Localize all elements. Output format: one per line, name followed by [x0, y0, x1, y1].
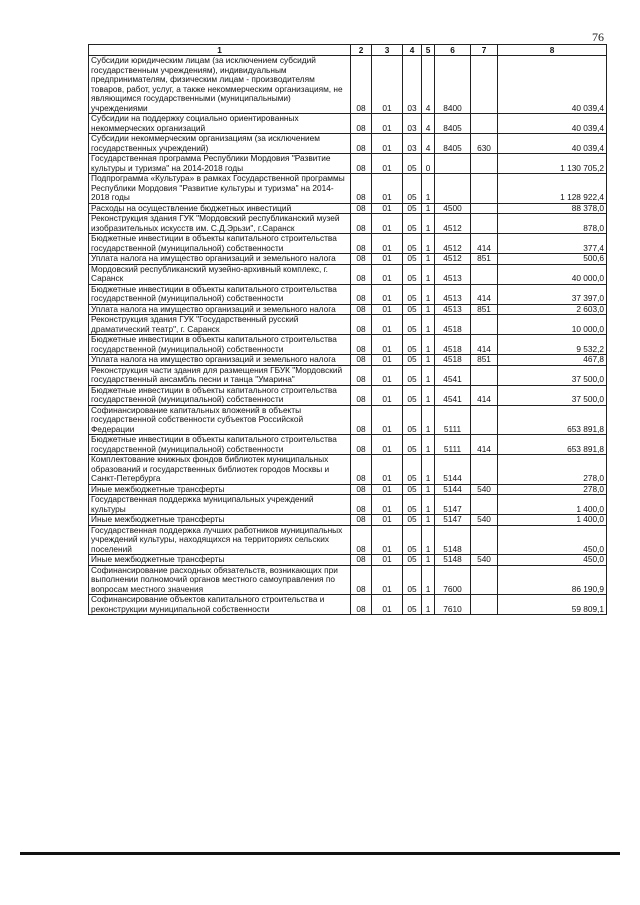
subprogram-code: 4 — [422, 134, 435, 154]
subsection-code: 01 — [372, 365, 403, 385]
section-code: 08 — [351, 203, 372, 214]
table-row — [89, 555, 607, 566]
subsection-code: 01 — [372, 595, 403, 615]
subprogram-code: 1 — [422, 214, 435, 234]
subprogram-code: 1 — [422, 595, 435, 615]
row-name: Субсидии на поддержку социально ориентированных некоммерческих организаций — [89, 114, 351, 134]
program-code: 05 — [403, 154, 422, 174]
subprogram-code: 1 — [422, 174, 435, 204]
row-name: Иные межбюджетные трансферты — [89, 515, 351, 526]
row-name: Расходы на осуществление бюджетных инвестиций — [89, 203, 351, 214]
expense-type-code: 414 — [471, 234, 498, 254]
row-name: Реконструкция здания ГУК "Мордовский республиканский музей изобразительных искусств им. С.Д.Эрьзи", г.Саранск — [89, 214, 351, 234]
expense-type-code — [471, 264, 498, 284]
program-code: 05 — [403, 555, 422, 566]
column-header: 4 — [403, 45, 422, 56]
amount: 1 128 922,4 — [498, 174, 607, 204]
target-code: 4513 — [435, 304, 471, 315]
subsection-code: 01 — [372, 335, 403, 355]
table-row — [89, 284, 607, 304]
table-row — [89, 484, 607, 495]
subsection-code: 01 — [372, 154, 403, 174]
subsection-code: 01 — [372, 56, 403, 114]
target-code: 4518 — [435, 355, 471, 366]
subsection-code: 01 — [372, 284, 403, 304]
target-code — [435, 154, 471, 174]
target-code: 5147 — [435, 495, 471, 515]
section-code: 08 — [351, 355, 372, 366]
subprogram-code: 1 — [422, 315, 435, 335]
amount: 450,0 — [498, 525, 607, 555]
expense-type-code — [471, 595, 498, 615]
subsection-code: 01 — [372, 203, 403, 214]
row-name: Реконструкция здания ГУК "Государственный русский драматический театр", г. Саранск — [89, 315, 351, 335]
program-code: 05 — [403, 365, 422, 385]
target-code: 5111 — [435, 405, 471, 435]
subprogram-code: 1 — [422, 385, 435, 405]
footer-rule — [20, 852, 620, 855]
row-name: Иные межбюджетные трансферты — [89, 555, 351, 566]
amount: 1 400,0 — [498, 515, 607, 526]
expense-type-code: 540 — [471, 555, 498, 566]
section-code: 08 — [351, 315, 372, 335]
row-name: Бюджетные инвестиции в объекты капитального строительства государственной (муниципальной) собственности — [89, 234, 351, 254]
subprogram-code: 1 — [422, 365, 435, 385]
subsection-code: 01 — [372, 114, 403, 134]
target-code: 5144 — [435, 455, 471, 485]
row-name: Государственная программа Республики Мордовия "Развитие культуры и туризма" на 2014-2018 годы — [89, 154, 351, 174]
row-name: Бюджетные инвестиции в объекты капитального строительства государственной (муниципальной) собственности — [89, 385, 351, 405]
expense-type-code: 540 — [471, 484, 498, 495]
column-header: 5 — [422, 45, 435, 56]
target-code: 5148 — [435, 525, 471, 555]
table-row — [89, 264, 607, 284]
amount: 467,8 — [498, 355, 607, 366]
expense-type-code: 851 — [471, 355, 498, 366]
subprogram-code: 1 — [422, 284, 435, 304]
subsection-code: 01 — [372, 254, 403, 265]
section-code: 08 — [351, 484, 372, 495]
program-code: 05 — [403, 315, 422, 335]
section-code: 08 — [351, 264, 372, 284]
amount: 40 039,4 — [498, 114, 607, 134]
program-code: 05 — [403, 405, 422, 435]
table-row — [89, 385, 607, 405]
expense-type-code — [471, 455, 498, 485]
section-code: 08 — [351, 525, 372, 555]
table-row — [89, 214, 607, 234]
page-number: 76 — [592, 30, 604, 44]
subsection-code: 01 — [372, 455, 403, 485]
table-row — [89, 495, 607, 515]
expense-type-code: 540 — [471, 515, 498, 526]
subsection-code: 01 — [372, 134, 403, 154]
amount: 653 891,8 — [498, 405, 607, 435]
subprogram-code: 1 — [422, 525, 435, 555]
section-code: 08 — [351, 234, 372, 254]
amount: 37 500,0 — [498, 385, 607, 405]
target-code: 8405 — [435, 134, 471, 154]
subprogram-code: 1 — [422, 264, 435, 284]
subprogram-code: 1 — [422, 455, 435, 485]
table-row — [89, 114, 607, 134]
row-name: Бюджетные инвестиции в объекты капитального строительства государственной (муниципальной) собственности — [89, 284, 351, 304]
subprogram-code: 1 — [422, 555, 435, 566]
subprogram-code: 1 — [422, 484, 435, 495]
amount: 10 000,0 — [498, 315, 607, 335]
row-name: Государственная поддержка муниципальных учреждений культуры — [89, 495, 351, 515]
subsection-code: 01 — [372, 525, 403, 555]
row-name: Реконструкция части здания для размещения ГБУК "Мордовский государственный ансамбль песни и танца "Умарина" — [89, 365, 351, 385]
subprogram-code: 4 — [422, 114, 435, 134]
subsection-code: 01 — [372, 355, 403, 366]
amount: 1 400,0 — [498, 495, 607, 515]
row-name: Уплата налога на имущество организаций и земельного налога — [89, 355, 351, 366]
expense-type-code — [471, 56, 498, 114]
program-code: 05 — [403, 304, 422, 315]
row-name: Мордовский республиканский музейно-архивный комплекс, г. Саранск — [89, 264, 351, 284]
amount: 59 809,1 — [498, 595, 607, 615]
target-code: 4513 — [435, 264, 471, 284]
table-row — [89, 405, 607, 435]
amount: 37 397,0 — [498, 284, 607, 304]
target-code: 4512 — [435, 214, 471, 234]
subsection-code: 01 — [372, 174, 403, 204]
amount: 500,6 — [498, 254, 607, 265]
subsection-code: 01 — [372, 435, 403, 455]
subsection-code: 01 — [372, 385, 403, 405]
table-row — [89, 234, 607, 254]
subsection-code: 01 — [372, 304, 403, 315]
subprogram-code: 1 — [422, 355, 435, 366]
table-row — [89, 595, 607, 615]
row-name: Государственная поддержка лучших работников муниципальных учреждений культуры, находящихся на территориях сельских поселений — [89, 525, 351, 555]
column-header: 6 — [435, 45, 471, 56]
expense-type-code — [471, 203, 498, 214]
table-row — [89, 203, 607, 214]
expense-type-code: 851 — [471, 254, 498, 265]
target-code: 4513 — [435, 284, 471, 304]
table-row — [89, 304, 607, 315]
subprogram-code: 1 — [422, 304, 435, 315]
amount: 377,4 — [498, 234, 607, 254]
target-code: 4512 — [435, 234, 471, 254]
expense-type-code: 414 — [471, 335, 498, 355]
target-code: 5111 — [435, 435, 471, 455]
amount: 40 000,0 — [498, 264, 607, 284]
table-row — [89, 515, 607, 526]
subsection-code: 01 — [372, 565, 403, 595]
amount: 278,0 — [498, 484, 607, 495]
amount: 653 891,8 — [498, 435, 607, 455]
table-header-row — [89, 45, 607, 56]
budget-table — [88, 44, 607, 615]
row-name: Комплектование книжных фондов библиотек муниципальных образований и государственных библиотек городов Москвы и Санкт-Петербурга — [89, 455, 351, 485]
row-name: Бюджетные инвестиции в объекты капитального строительства государственной (муниципальной) собственности — [89, 435, 351, 455]
subsection-code: 01 — [372, 315, 403, 335]
target-code: 5148 — [435, 555, 471, 566]
expense-type-code: 414 — [471, 435, 498, 455]
target-code: 4518 — [435, 335, 471, 355]
amount: 40 039,4 — [498, 134, 607, 154]
subsection-code: 01 — [372, 264, 403, 284]
column-header: 1 — [89, 45, 351, 56]
amount: 88 378,0 — [498, 203, 607, 214]
table-row — [89, 134, 607, 154]
table-row — [89, 174, 607, 204]
section-code: 08 — [351, 515, 372, 526]
subprogram-code: 1 — [422, 405, 435, 435]
expense-type-code — [471, 495, 498, 515]
target-code: 4541 — [435, 365, 471, 385]
table-row — [89, 435, 607, 455]
section-code: 08 — [351, 284, 372, 304]
expense-type-code — [471, 525, 498, 555]
table-row — [89, 56, 607, 114]
amount: 37 500,0 — [498, 365, 607, 385]
target-code: 4500 — [435, 203, 471, 214]
subprogram-code: 1 — [422, 234, 435, 254]
target-code: 5147 — [435, 515, 471, 526]
target-code — [435, 174, 471, 204]
target-code: 7600 — [435, 565, 471, 595]
target-code: 4518 — [435, 315, 471, 335]
section-code: 08 — [351, 595, 372, 615]
target-code: 4541 — [435, 385, 471, 405]
table-row — [89, 565, 607, 595]
amount: 278,0 — [498, 455, 607, 485]
expense-type-code: 414 — [471, 385, 498, 405]
target-code: 5144 — [435, 484, 471, 495]
subsection-code: 01 — [372, 515, 403, 526]
section-code: 08 — [351, 435, 372, 455]
program-code: 05 — [403, 203, 422, 214]
program-code: 05 — [403, 385, 422, 405]
column-header: 8 — [498, 45, 607, 56]
row-name: Уплата налога на имущество организаций и земельного налога — [89, 304, 351, 315]
expense-type-code — [471, 365, 498, 385]
program-code: 05 — [403, 335, 422, 355]
expense-type-code: 414 — [471, 284, 498, 304]
column-header: 3 — [372, 45, 403, 56]
subprogram-code: 0 — [422, 154, 435, 174]
amount: 1 130 705,2 — [498, 154, 607, 174]
row-name: Софинансирование расходных обязательств, возникающих при выполнении полномочий органов местного самоуправления по вопросам местного значения — [89, 565, 351, 595]
program-code: 05 — [403, 525, 422, 555]
section-code: 08 — [351, 405, 372, 435]
section-code: 08 — [351, 495, 372, 515]
program-code: 05 — [403, 495, 422, 515]
program-code: 05 — [403, 234, 422, 254]
expense-type-code — [471, 174, 498, 204]
program-code: 05 — [403, 565, 422, 595]
section-code: 08 — [351, 555, 372, 566]
row-name: Софинансирование объектов капитального строительства и реконструкции муниципальной собственности — [89, 595, 351, 615]
program-code: 03 — [403, 134, 422, 154]
subprogram-code: 1 — [422, 254, 435, 265]
amount: 9 532,2 — [498, 335, 607, 355]
section-code: 08 — [351, 174, 372, 204]
program-code: 05 — [403, 484, 422, 495]
subsection-code: 01 — [372, 214, 403, 234]
subsection-code: 01 — [372, 234, 403, 254]
table-row — [89, 254, 607, 265]
expense-type-code — [471, 315, 498, 335]
section-code: 08 — [351, 455, 372, 485]
amount: 450,0 — [498, 555, 607, 566]
row-name: Иные межбюджетные трансферты — [89, 484, 351, 495]
column-header: 7 — [471, 45, 498, 56]
table-row — [89, 355, 607, 366]
section-code: 08 — [351, 335, 372, 355]
amount: 2 603,0 — [498, 304, 607, 315]
row-name: Бюджетные инвестиции в объекты капитального строительства государственной (муниципальной) собственности — [89, 335, 351, 355]
program-code: 05 — [403, 435, 422, 455]
subsection-code: 01 — [372, 555, 403, 566]
section-code: 08 — [351, 154, 372, 174]
section-code: 08 — [351, 134, 372, 154]
program-code: 05 — [403, 214, 422, 234]
program-code: 05 — [403, 355, 422, 366]
amount: 40 039,4 — [498, 56, 607, 114]
subprogram-code: 1 — [422, 335, 435, 355]
section-code: 08 — [351, 385, 372, 405]
table-row — [89, 455, 607, 485]
table-row — [89, 525, 607, 555]
program-code: 03 — [403, 114, 422, 134]
section-code: 08 — [351, 565, 372, 595]
program-code: 05 — [403, 455, 422, 485]
subprogram-code: 1 — [422, 495, 435, 515]
subprogram-code: 1 — [422, 435, 435, 455]
program-code: 05 — [403, 264, 422, 284]
row-name: Субсидии некоммерческим организациям (за исключением государственных учреждений) — [89, 134, 351, 154]
section-code: 08 — [351, 214, 372, 234]
expense-type-code — [471, 114, 498, 134]
row-name: Подпрограмма «Культура» в рамках Государственной программы Республики Мордовия "Развитие культуры и туризма" на 2014-2018 годы — [89, 174, 351, 204]
program-code: 03 — [403, 56, 422, 114]
expense-type-code — [471, 405, 498, 435]
subprogram-code: 1 — [422, 203, 435, 214]
subprogram-code: 4 — [422, 56, 435, 114]
program-code: 05 — [403, 254, 422, 265]
subprogram-code: 1 — [422, 515, 435, 526]
amount: 878,0 — [498, 214, 607, 234]
expense-type-code: 851 — [471, 304, 498, 315]
table-row — [89, 365, 607, 385]
row-name: Субсидии юридическим лицам (за исключением субсидий государственным учреждениям), индивидуальным предпринимателям, физическим лицам - производителям товаров, работ, услуг, а также некоммерческим организациям, не являющимся государственными (муниципальными) учреждениями — [89, 56, 351, 114]
table-row — [89, 315, 607, 335]
subsection-code: 01 — [372, 495, 403, 515]
section-code: 08 — [351, 114, 372, 134]
subsection-code: 01 — [372, 405, 403, 435]
section-code: 08 — [351, 254, 372, 265]
expense-type-code — [471, 565, 498, 595]
target-code: 8405 — [435, 114, 471, 134]
column-header: 2 — [351, 45, 372, 56]
row-name: Софинансирование капитальных вложений в объекты государственной собственности субъектов Российской Федерации — [89, 405, 351, 435]
program-code: 05 — [403, 284, 422, 304]
target-code: 7610 — [435, 595, 471, 615]
target-code: 8400 — [435, 56, 471, 114]
expense-type-code — [471, 214, 498, 234]
amount: 86 190,9 — [498, 565, 607, 595]
table-row — [89, 335, 607, 355]
program-code: 05 — [403, 515, 422, 526]
program-code: 05 — [403, 595, 422, 615]
target-code: 4512 — [435, 254, 471, 265]
table-row — [89, 154, 607, 174]
section-code: 08 — [351, 365, 372, 385]
subsection-code: 01 — [372, 484, 403, 495]
section-code: 08 — [351, 56, 372, 114]
subprogram-code: 1 — [422, 565, 435, 595]
expense-type-code — [471, 154, 498, 174]
section-code: 08 — [351, 304, 372, 315]
program-code: 05 — [403, 174, 422, 204]
row-name: Уплата налога на имущество организаций и земельного налога — [89, 254, 351, 265]
expense-type-code: 630 — [471, 134, 498, 154]
